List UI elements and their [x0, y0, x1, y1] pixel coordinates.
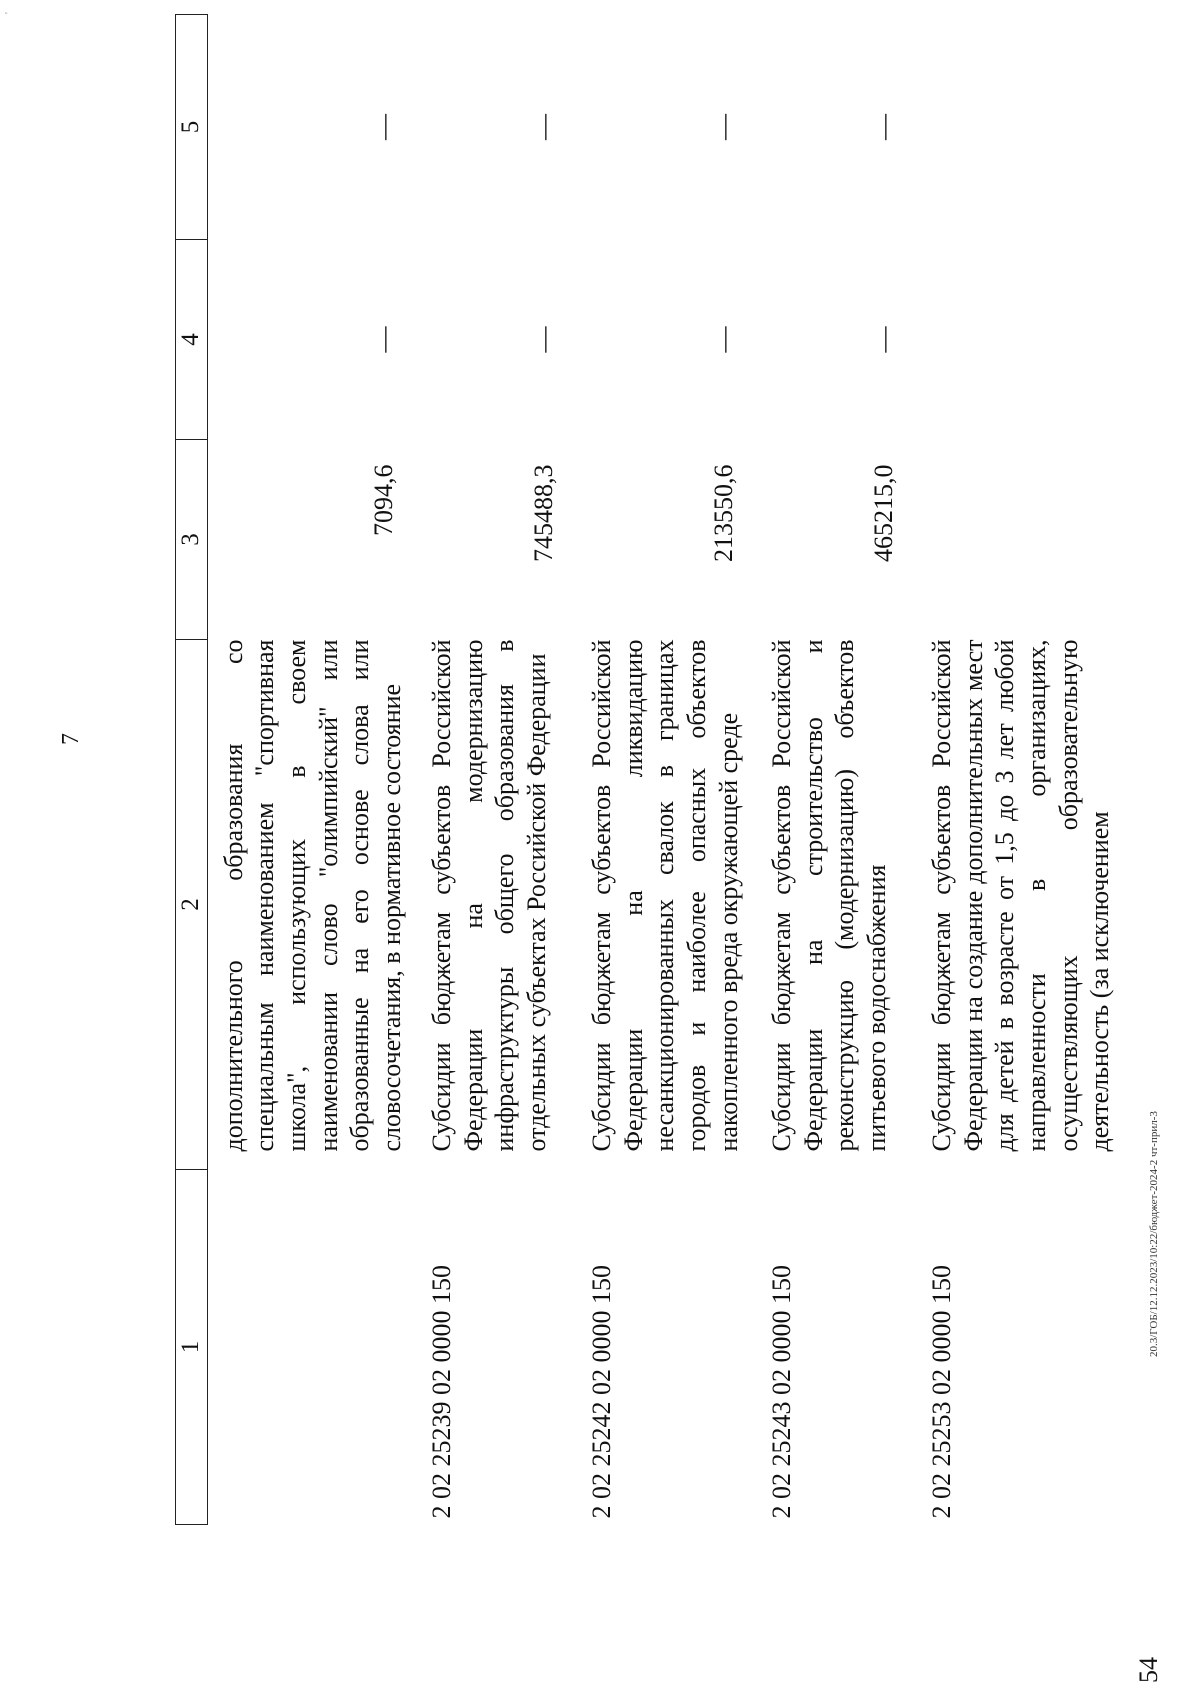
row-description: Субсидии бюджетам субъектов Российской Федерации на модернизацию инфраструктуры общего образования в отдельных субъектах Российской Федерации: [426, 639, 551, 1152]
col-header-3: 3: [176, 440, 208, 640]
amount-value: [908, 440, 1116, 640]
sheet-number: 54: [1134, 1657, 1163, 1683]
row-description: Субсидии бюджетам субъектов Российской Федерации на строительство и реконструкцию (модернизацию) объектов питьевого водоснабжения: [766, 639, 891, 1152]
amount-value: 465215,0: [869, 464, 899, 562]
col-header-5: 5: [176, 15, 208, 240]
row-description: дополнительного образования со специальным наименованием "спортивная школа", использующих в своем наименовании слово "олимпийский" или образованные на его основе слова или словосочетания, в нормативное состояние: [218, 639, 407, 1152]
table-row: [568, 15, 748, 1525]
col4-value: —: [709, 326, 739, 353]
row-description: Субсидии бюджетам субъектов Российской Федерации на ликвидацию несанкционированных свалок в границах городов и наиболее опасных объектов накопленного вреда окружающей среде: [586, 639, 743, 1152]
col4-value: —: [369, 326, 399, 353]
amount-value: 7094,6: [369, 464, 399, 536]
col4-value: [908, 240, 1116, 440]
budget-code: 2 02 25242 02 0000 150: [586, 1265, 616, 1519]
amount-value: 213550,6: [709, 464, 739, 562]
col5-value: —: [709, 114, 739, 140]
table-row: [408, 15, 568, 1525]
col-header-1: 1: [176, 1170, 208, 1525]
budget-code: [207, 1170, 408, 1525]
col-header-2: 2: [176, 640, 208, 1170]
budget-code: 2 02 25239 02 0000 150: [426, 1265, 456, 1519]
header-row: [176, 15, 208, 1525]
amount-value: 745488,3: [529, 464, 559, 562]
col5-value: —: [369, 114, 399, 140]
col4-value: —: [529, 326, 559, 353]
page-number: 7: [58, 733, 84, 745]
footer-file-note: 20.3/ГОБ/12.12.2023/10:22/бюджет-2024-2 чт-прил-3: [1148, 1111, 1160, 1357]
col5-value: —: [529, 114, 559, 140]
col5-value: —: [869, 114, 899, 140]
col-header-4: 4: [176, 240, 208, 440]
col4-value: —: [869, 326, 899, 353]
budget-table: [175, 14, 1116, 1525]
col5-value: [908, 15, 1116, 240]
table-row: [748, 15, 908, 1525]
budget-code: 2 02 25243 02 0000 150: [766, 1265, 796, 1519]
table-row: [908, 15, 1116, 1525]
budget-code: 2 02 25253 02 0000 150: [926, 1265, 956, 1519]
row-description: Субсидии бюджетам субъектов Российской Федерации на создание дополнительных мест для детей в возрасте от 1,5 до 3 лет любой направленности в организациях, осуществляющих образовательную деятельность (за исключением: [926, 639, 1115, 1152]
scan-speck: ': [4, 12, 15, 14]
table-row: [207, 15, 408, 1525]
